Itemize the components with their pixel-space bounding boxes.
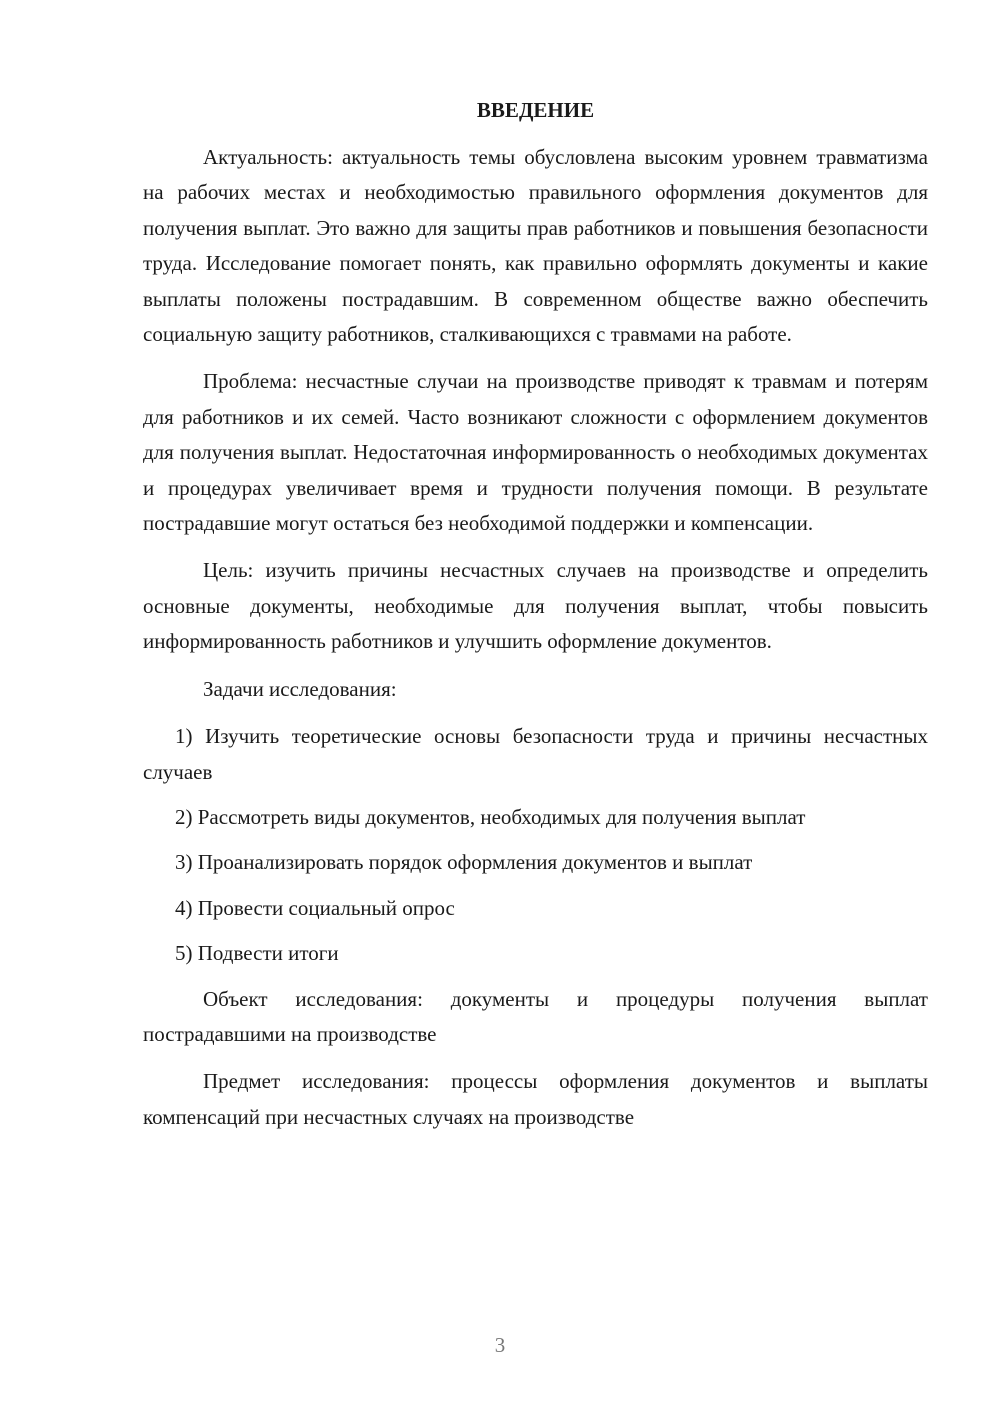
task-item: 4) Провести социальный опрос [175, 895, 455, 920]
paragraph-subject: Предмет исследования: процессы оформления документов и выплаты компенсаций при несчастных случаях на производстве [143, 1069, 928, 1129]
tasks-heading: Задачи исследования: [203, 676, 397, 701]
page-number: 3 [494, 1333, 506, 1357]
task-item: 5) Подвести итоги [175, 941, 339, 966]
paragraph-object: Объект исследования: документы и процедуры получения выплат пострадавшими на производстве [143, 986, 928, 1046]
page-content [143, 93, 928, 1147]
paragraph-goal: Цель: изучить причины несчастных случаев на производстве и определить основные документы, необходимые для получения выплат, чтобы повысить информированность работников и улучшить оформление документов. [143, 558, 928, 654]
paragraph-problem: Проблема: несчастные случаи на производстве приводят к травмам и потерям для работников и их семей. Часто возникают сложности с оформлением документов для получения выплат. Недостаточная информированность о необходимых документах и процедурах увеличивает время и трудности получения помощи. В результате пострадавшие могут остаться без необходимой поддержки и компенсации. [143, 369, 928, 536]
paragraph-relevance: Актуальность: актуальность темы обусловлена высоким уровнем травматизма на рабочих местах и необходимостью правильного оформления документов для получения выплат. Это важно для защиты прав работников и повышения безопасности труда. Исследование помогает понять, как правильно оформлять документы и какие выплаты положены пострадавшим. В современном обществе важно обеспечить социальную защиту работников, сталкивающихся с травмами на работе. [143, 145, 928, 347]
task-item: 3) Проанализировать порядок оформления документов и выплат [175, 850, 753, 875]
task-item: 1) Изучить теоретические основы безопасности труда и причины несчастных случаев [143, 724, 928, 784]
section-title: ВВЕДЕНИЕ [476, 98, 595, 122]
task-item: 2) Рассмотреть виды документов, необходимых для получения выплат [175, 804, 806, 829]
